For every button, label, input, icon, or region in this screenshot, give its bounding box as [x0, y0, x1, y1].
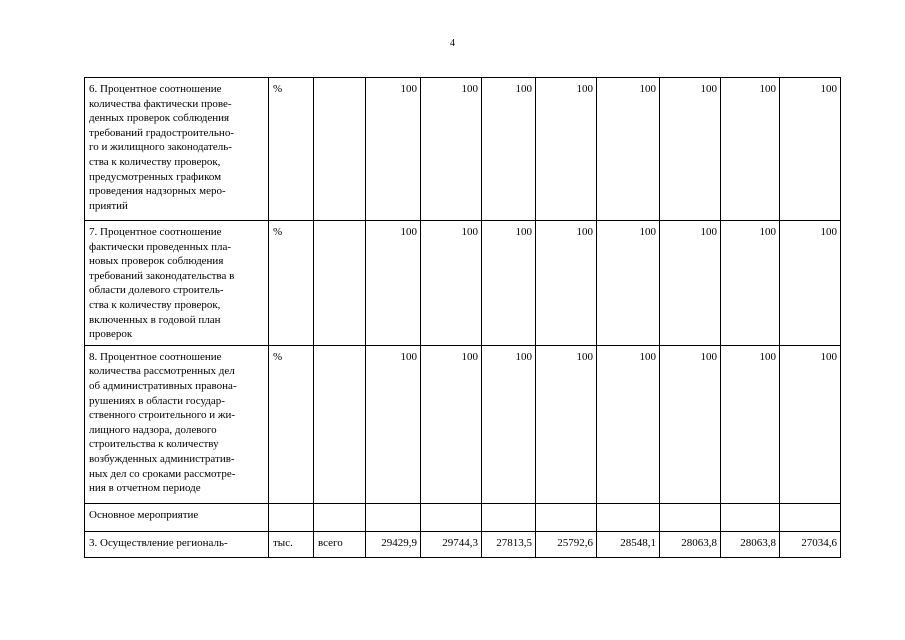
value-cell: 27813,5: [482, 531, 536, 557]
value-cell: 27034,6: [780, 531, 841, 557]
type-cell: всего: [314, 531, 366, 557]
value-cell: 28063,8: [660, 531, 721, 557]
unit-cell: %: [269, 78, 314, 221]
value-cell: 28548,1: [597, 531, 660, 557]
indicators-table: [84, 77, 841, 558]
value-cell: [482, 503, 536, 531]
value-cell: 100: [421, 78, 482, 221]
value-cell: 100: [721, 345, 780, 503]
value-cell: [660, 503, 721, 531]
value-cell: 100: [721, 78, 780, 221]
value-cell: 29744,3: [421, 531, 482, 557]
indicator-name-cell: 7. Процентное соотношение фактически проведенных пла- новых проверок соблюдения требований законодательства в области долевого строитель- ства к количеству проверок, включенных в годовой план проверок: [85, 221, 269, 346]
indicator-name-cell: 3. Осуществление региональ-: [85, 531, 269, 557]
value-cell: 100: [366, 221, 421, 346]
page-number: 4: [450, 38, 455, 49]
value-cell: [421, 503, 482, 531]
table-row: [85, 503, 841, 531]
value-cell: 100: [482, 78, 536, 221]
value-cell: 25792,6: [536, 531, 597, 557]
type-cell: [314, 221, 366, 346]
value-cell: [536, 503, 597, 531]
value-cell: 100: [780, 78, 841, 221]
value-cell: 100: [597, 345, 660, 503]
unit-cell: %: [269, 345, 314, 503]
type-cell: [314, 503, 366, 531]
value-cell: 100: [366, 78, 421, 221]
value-cell: 100: [597, 221, 660, 346]
table-row: [85, 531, 841, 557]
unit-cell: тыс.: [269, 531, 314, 557]
value-cell: 100: [660, 345, 721, 503]
indicator-name-cell: 6. Процентное соотношение количества фактически прове- денных проверок соблюдения требований градостроительно- го и жилищного законодатель- ства к количеству проверок, предусмотренных графиком проведения надзорных меро- приятий: [85, 78, 269, 221]
type-cell: [314, 78, 366, 221]
value-cell: 100: [660, 78, 721, 221]
table-row: [85, 345, 841, 503]
value-cell: 100: [482, 345, 536, 503]
value-cell: 100: [482, 221, 536, 346]
value-cell: [597, 503, 660, 531]
value-cell: 29429,9: [366, 531, 421, 557]
value-cell: 100: [536, 221, 597, 346]
unit-cell: [269, 503, 314, 531]
value-cell: 100: [597, 78, 660, 221]
table-row: [85, 78, 841, 221]
value-cell: [366, 503, 421, 531]
value-cell: 100: [536, 345, 597, 503]
unit-cell: %: [269, 221, 314, 346]
value-cell: 100: [536, 78, 597, 221]
value-cell: 100: [421, 221, 482, 346]
value-cell: [780, 503, 841, 531]
value-cell: 100: [421, 345, 482, 503]
value-cell: 100: [721, 221, 780, 346]
section-heading-cell: Основное мероприятие: [85, 503, 269, 531]
indicator-name-cell: 8. Процентное соотношение количества рассмотренных дел об административных правона- рушениях в области государ- ственного строительного и жи- лищного надзора, долевого строительства к количеству возбужденных административ- ных дел со сроками рассмотре- ния в отчетном периоде: [85, 345, 269, 503]
value-cell: 100: [780, 221, 841, 346]
value-cell: [721, 503, 780, 531]
value-cell: 100: [660, 221, 721, 346]
value-cell: 100: [366, 345, 421, 503]
table-row: [85, 221, 841, 346]
type-cell: [314, 345, 366, 503]
value-cell: 28063,8: [721, 531, 780, 557]
value-cell: 100: [780, 345, 841, 503]
